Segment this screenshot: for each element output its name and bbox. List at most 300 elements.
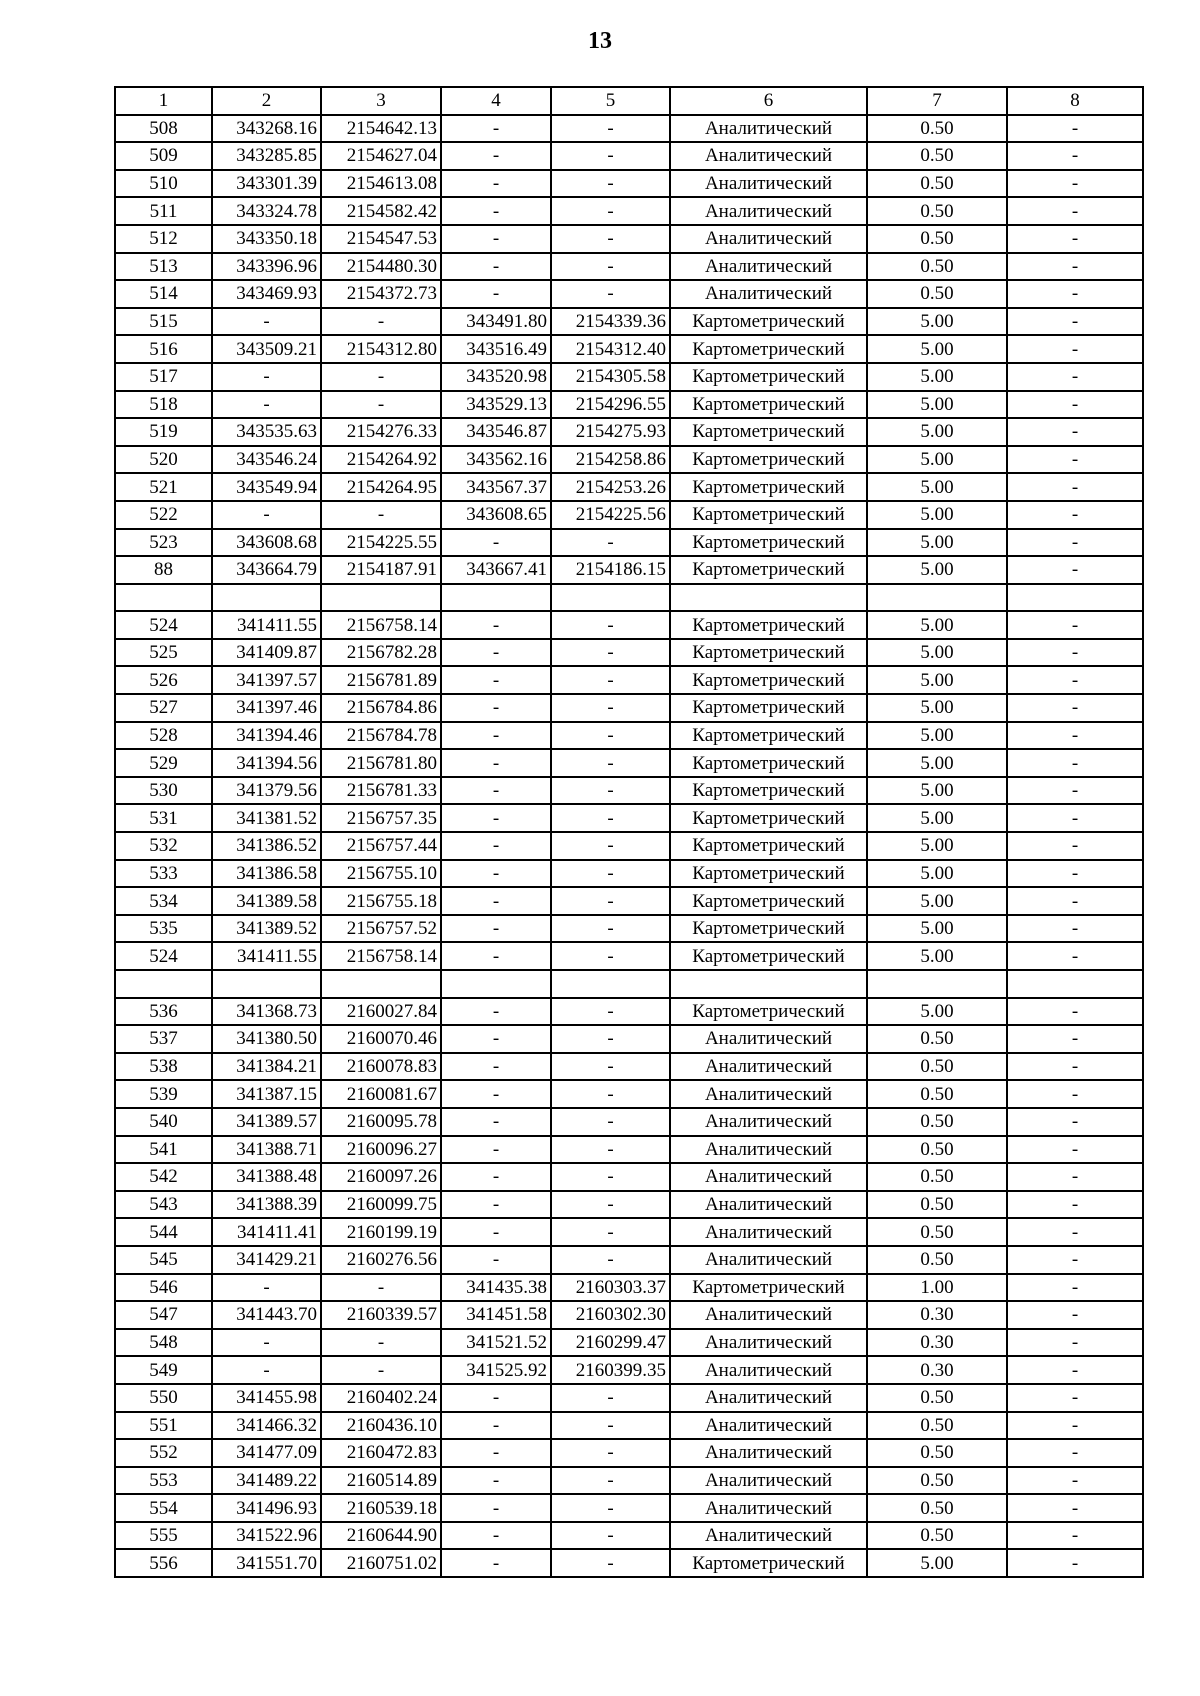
- table-cell-col2: 341429.21: [212, 1246, 321, 1274]
- table-cell-col6: Картометрический: [670, 915, 867, 943]
- table-cell-col8: -: [1007, 391, 1143, 419]
- table-cell-col6: Картометрический: [670, 1274, 867, 1302]
- table-cell-col5: -: [551, 1053, 670, 1081]
- table-row: [115, 197, 1143, 225]
- table-cell-col2: -: [212, 1274, 321, 1302]
- table-cell-col4: -: [441, 666, 551, 694]
- table-row: [115, 1494, 1143, 1522]
- table-cell-col4: -: [441, 804, 551, 832]
- table-cell-col1: 534: [115, 887, 212, 915]
- table-cell-col2: 341380.50: [212, 1025, 321, 1053]
- table-cell-col3: 2160027.84: [321, 998, 441, 1026]
- table-row: [115, 639, 1143, 667]
- table-cell-col2: 343549.94: [212, 473, 321, 501]
- table-cell-col8: -: [1007, 197, 1143, 225]
- table-row: [115, 556, 1143, 584]
- table-cell-col2: 341386.58: [212, 860, 321, 888]
- table-cell-col2: 343301.39: [212, 170, 321, 198]
- table-cell-col1: 513: [115, 253, 212, 281]
- table-cell-col4: 343546.87: [441, 418, 551, 446]
- table-cell-col8: -: [1007, 1494, 1143, 1522]
- table-cell-col4: 343529.13: [441, 391, 551, 419]
- table-row: [115, 1522, 1143, 1550]
- table-cell-col1: 518: [115, 391, 212, 419]
- table-cell-col5: 2160303.37: [551, 1274, 670, 1302]
- table-cell-col8: -: [1007, 1274, 1143, 1302]
- table-cell-col5: -: [551, 611, 670, 639]
- table-cell-col2: 341522.96: [212, 1522, 321, 1550]
- table-cell-col7: 5.00: [867, 639, 1007, 667]
- table-cell-col2: 341368.73: [212, 998, 321, 1026]
- table-cell-col2: [212, 970, 321, 998]
- column-header-5: 5: [551, 87, 670, 115]
- table-cell-col6: Картометрический: [670, 942, 867, 970]
- table-cell-col3: -: [321, 308, 441, 336]
- table-cell-col3: 2154276.33: [321, 418, 441, 446]
- table-cell-col4: -: [441, 694, 551, 722]
- table-cell-col1: 556: [115, 1549, 212, 1577]
- table-row: [115, 777, 1143, 805]
- table-cell-col5: -: [551, 1412, 670, 1440]
- table-cell-col4: -: [441, 1136, 551, 1164]
- table-cell-col8: -: [1007, 253, 1143, 281]
- table-cell-col8: -: [1007, 1080, 1143, 1108]
- table-cell-col7: 5.00: [867, 611, 1007, 639]
- table-cell-col6: Картометрический: [670, 611, 867, 639]
- table-cell-col2: 341477.09: [212, 1439, 321, 1467]
- table-cell-col2: 343285.85: [212, 142, 321, 170]
- table-cell-col7: 5.00: [867, 694, 1007, 722]
- table-cell-col1: 548: [115, 1329, 212, 1357]
- table-row: [115, 722, 1143, 750]
- table-cell-col6: Аналитический: [670, 1301, 867, 1329]
- table-row: [115, 749, 1143, 777]
- table-cell-col3: 2154547.53: [321, 225, 441, 253]
- table-body: [115, 115, 1143, 1577]
- table-cell-col3: -: [321, 363, 441, 391]
- table-cell-col8: -: [1007, 115, 1143, 143]
- table-cell-col6: Аналитический: [670, 1136, 867, 1164]
- table-cell-col8: -: [1007, 1412, 1143, 1440]
- table-cell-col8: -: [1007, 308, 1143, 336]
- table-cell-col7: 0.50: [867, 1522, 1007, 1550]
- table-row: [115, 115, 1143, 143]
- table-cell-col2: 343469.93: [212, 280, 321, 308]
- table-cell-col6: Аналитический: [670, 142, 867, 170]
- table-row: [115, 694, 1143, 722]
- table-cell-col5: 2154253.26: [551, 473, 670, 501]
- table-cell-col1: 555: [115, 1522, 212, 1550]
- table-cell-col2: 343535.63: [212, 418, 321, 446]
- table-row: [115, 391, 1143, 419]
- table-cell-col6: [670, 970, 867, 998]
- table-cell-col3: 2156755.10: [321, 860, 441, 888]
- table-cell-col4: -: [441, 832, 551, 860]
- table-cell-col7: 0.50: [867, 253, 1007, 281]
- table-cell-col3: 2156781.80: [321, 749, 441, 777]
- table-cell-col8: -: [1007, 1329, 1143, 1357]
- table-cell-col4: -: [441, 529, 551, 557]
- table-cell-col6: Картометрический: [670, 335, 867, 363]
- table-cell-col2: 343509.21: [212, 335, 321, 363]
- table-cell-col4: -: [441, 142, 551, 170]
- table-cell-col5: -: [551, 1439, 670, 1467]
- table-cell-col3: -: [321, 391, 441, 419]
- table-cell-col6: Картометрический: [670, 998, 867, 1026]
- table-cell-col5: 2154296.55: [551, 391, 670, 419]
- table-cell-col4: -: [441, 170, 551, 198]
- table-cell-col2: 341397.57: [212, 666, 321, 694]
- table-cell-col3: 2160199.19: [321, 1218, 441, 1246]
- table-cell-col3: 2160339.57: [321, 1301, 441, 1329]
- table-cell-col4: -: [441, 1218, 551, 1246]
- table-cell-col3: 2156757.44: [321, 832, 441, 860]
- table-cell-col3: 2156781.33: [321, 777, 441, 805]
- table-cell-col8: -: [1007, 777, 1143, 805]
- table-cell-col2: 343664.79: [212, 556, 321, 584]
- table-row: [115, 887, 1143, 915]
- table-cell-col5: -: [551, 777, 670, 805]
- table-cell-col4: -: [441, 611, 551, 639]
- table-cell-col1: 535: [115, 915, 212, 943]
- table-cell-col7: [867, 970, 1007, 998]
- table-cell-col5: 2160302.30: [551, 1301, 670, 1329]
- table-cell-col4: -: [441, 1108, 551, 1136]
- table-cell-col8: -: [1007, 722, 1143, 750]
- table-cell-col1: 522: [115, 501, 212, 529]
- table-cell-col6: Аналитический: [670, 1494, 867, 1522]
- table-cell-col1: 520: [115, 446, 212, 474]
- table-cell-col4: [441, 584, 551, 612]
- table-cell-col5: -: [551, 639, 670, 667]
- table-cell-col7: 0.30: [867, 1329, 1007, 1357]
- table-cell-col6: Картометрический: [670, 804, 867, 832]
- table-cell-col7: 5.00: [867, 363, 1007, 391]
- table-cell-col1: 521: [115, 473, 212, 501]
- table-cell-col8: -: [1007, 1522, 1143, 1550]
- table-cell-col8: -: [1007, 1108, 1143, 1136]
- table-cell-col5: [551, 970, 670, 998]
- table-cell-col4: -: [441, 998, 551, 1026]
- table-cell-col3: 2160081.67: [321, 1080, 441, 1108]
- table-cell-col7: 0.50: [867, 197, 1007, 225]
- table-cell-col1: [115, 970, 212, 998]
- table-cell-col1: 524: [115, 942, 212, 970]
- table-row: [115, 970, 1143, 998]
- table-cell-col1: 552: [115, 1439, 212, 1467]
- table-cell-col7: 5.00: [867, 308, 1007, 336]
- table-row: [115, 804, 1143, 832]
- table-cell-col6: Аналитический: [670, 253, 867, 281]
- table-cell-col6: Картометрический: [670, 860, 867, 888]
- table-cell-col5: -: [551, 1136, 670, 1164]
- table-cell-col2: 343608.68: [212, 529, 321, 557]
- column-header-1: 1: [115, 87, 212, 115]
- table-cell-col3: 2160099.75: [321, 1191, 441, 1219]
- table-cell-col5: -: [551, 804, 670, 832]
- table-cell-col7: 0.50: [867, 1025, 1007, 1053]
- table-cell-col5: -: [551, 253, 670, 281]
- table-cell-col7: 0.30: [867, 1356, 1007, 1384]
- table-cell-col6: Аналитический: [670, 1356, 867, 1384]
- table-cell-col4: -: [441, 1549, 551, 1577]
- table-cell-col4: 341521.52: [441, 1329, 551, 1357]
- table-cell-col7: 0.30: [867, 1301, 1007, 1329]
- table-cell-col2: 343324.78: [212, 197, 321, 225]
- table-cell-col4: 343667.41: [441, 556, 551, 584]
- table-cell-col8: -: [1007, 170, 1143, 198]
- table-cell-col7: 0.50: [867, 170, 1007, 198]
- table-cell-col1: 546: [115, 1274, 212, 1302]
- table-cell-col6: Картометрический: [670, 887, 867, 915]
- table-cell-col6: Аналитический: [670, 1384, 867, 1412]
- table-row: [115, 611, 1143, 639]
- table-cell-col5: -: [551, 1467, 670, 1495]
- table-row: [115, 1191, 1143, 1219]
- table-cell-col7: 1.00: [867, 1274, 1007, 1302]
- table-cell-col2: 341388.39: [212, 1191, 321, 1219]
- table-cell-col4: 341451.58: [441, 1301, 551, 1329]
- table-cell-col4: -: [441, 197, 551, 225]
- table-cell-col4: -: [441, 915, 551, 943]
- table-cell-col7: 0.50: [867, 1467, 1007, 1495]
- table-cell-col1: 547: [115, 1301, 212, 1329]
- table-cell-col1: 553: [115, 1467, 212, 1495]
- table-cell-col1: 510: [115, 170, 212, 198]
- table-cell-col4: -: [441, 115, 551, 143]
- table-cell-col7: 0.50: [867, 1080, 1007, 1108]
- table-cell-col8: -: [1007, 694, 1143, 722]
- table-cell-col5: 2154225.56: [551, 501, 670, 529]
- table-cell-col5: 2154339.36: [551, 308, 670, 336]
- table-cell-col3: 2160078.83: [321, 1053, 441, 1081]
- table-cell-col5: -: [551, 529, 670, 557]
- table-cell-col1: 539: [115, 1080, 212, 1108]
- table-cell-col6: Картометрический: [670, 363, 867, 391]
- table-cell-col4: -: [441, 1439, 551, 1467]
- table-cell-col8: -: [1007, 1384, 1143, 1412]
- table-cell-col6: Картометрический: [670, 666, 867, 694]
- table-cell-col1: 532: [115, 832, 212, 860]
- table-cell-col7: 5.00: [867, 1549, 1007, 1577]
- table-cell-col5: 2154312.40: [551, 335, 670, 363]
- table-cell-col7: 0.50: [867, 1191, 1007, 1219]
- table-cell-col1: 514: [115, 280, 212, 308]
- table-row: [115, 1163, 1143, 1191]
- table-row: [115, 915, 1143, 943]
- table-cell-col6: Аналитический: [670, 1163, 867, 1191]
- table-cell-col8: -: [1007, 1439, 1143, 1467]
- table-row: [115, 1053, 1143, 1081]
- table-cell-col6: Картометрический: [670, 722, 867, 750]
- table-cell-col8: [1007, 970, 1143, 998]
- table-cell-col2: 341411.55: [212, 942, 321, 970]
- table-cell-col4: 343567.37: [441, 473, 551, 501]
- table-cell-col2: 341394.56: [212, 749, 321, 777]
- table-cell-col3: 2156784.86: [321, 694, 441, 722]
- table-cell-col3: 2156758.14: [321, 942, 441, 970]
- table-cell-col8: -: [1007, 1163, 1143, 1191]
- table-cell-col3: 2156784.78: [321, 722, 441, 750]
- table-cell-col5: -: [551, 280, 670, 308]
- table-cell-col1: 544: [115, 1218, 212, 1246]
- table-cell-col7: 0.50: [867, 1108, 1007, 1136]
- table-cell-col6: Аналитический: [670, 1246, 867, 1274]
- header-row: [115, 87, 1143, 115]
- table-row: [115, 335, 1143, 363]
- column-header-6: 6: [670, 87, 867, 115]
- table-cell-col2: 341384.21: [212, 1053, 321, 1081]
- table-row: [115, 1218, 1143, 1246]
- table-cell-col2: 341455.98: [212, 1384, 321, 1412]
- table-cell-col7: 5.00: [867, 722, 1007, 750]
- table-cell-col6: Картометрический: [670, 639, 867, 667]
- table-cell-col8: -: [1007, 501, 1143, 529]
- table-cell-col2: 341551.70: [212, 1549, 321, 1577]
- table-cell-col1: 509: [115, 142, 212, 170]
- table-cell-col3: 2156755.18: [321, 887, 441, 915]
- table-row: [115, 253, 1143, 281]
- table-cell-col5: -: [551, 915, 670, 943]
- table-cell-col1: 517: [115, 363, 212, 391]
- table-cell-col2: 341466.32: [212, 1412, 321, 1440]
- table-cell-col5: -: [551, 832, 670, 860]
- table-row: [115, 1356, 1143, 1384]
- table-cell-col1: 541: [115, 1136, 212, 1164]
- table-cell-col4: 341525.92: [441, 1356, 551, 1384]
- table-cell-col5: -: [551, 142, 670, 170]
- table-cell-col6: Картометрический: [670, 749, 867, 777]
- table-cell-col6: Аналитический: [670, 1080, 867, 1108]
- table-cell-col1: 508: [115, 115, 212, 143]
- table-cell-col5: 2154258.86: [551, 446, 670, 474]
- table-cell-col7: 5.00: [867, 804, 1007, 832]
- table-cell-col4: -: [441, 1384, 551, 1412]
- table-cell-col7: 0.50: [867, 1384, 1007, 1412]
- table-cell-col5: 2154305.58: [551, 363, 670, 391]
- table-cell-col1: 536: [115, 998, 212, 1026]
- table-cell-col6: Аналитический: [670, 1522, 867, 1550]
- table-cell-col4: 343608.65: [441, 501, 551, 529]
- table-cell-col7: 5.00: [867, 418, 1007, 446]
- table-cell-col3: 2154372.73: [321, 280, 441, 308]
- table-cell-col2: 341397.46: [212, 694, 321, 722]
- table-cell-col7: 5.00: [867, 529, 1007, 557]
- table-cell-col5: 2154186.15: [551, 556, 670, 584]
- table-cell-col1: 537: [115, 1025, 212, 1053]
- table-cell-col8: -: [1007, 1218, 1143, 1246]
- table-cell-col7: 5.00: [867, 887, 1007, 915]
- table-cell-col8: -: [1007, 1301, 1143, 1329]
- table-cell-col8: -: [1007, 611, 1143, 639]
- table-cell-col2: 341489.22: [212, 1467, 321, 1495]
- table-cell-col6: Аналитический: [670, 280, 867, 308]
- table-cell-col5: -: [551, 1384, 670, 1412]
- table-cell-col3: [321, 584, 441, 612]
- table-cell-col2: -: [212, 363, 321, 391]
- table-cell-col8: -: [1007, 1246, 1143, 1274]
- table-cell-col7: 0.50: [867, 280, 1007, 308]
- table-cell-col4: 343491.80: [441, 308, 551, 336]
- table-cell-col3: 2154613.08: [321, 170, 441, 198]
- table-cell-col6: Картометрический: [670, 308, 867, 336]
- table-cell-col2: -: [212, 391, 321, 419]
- table-cell-col1: 549: [115, 1356, 212, 1384]
- table-cell-col6: Картометрический: [670, 832, 867, 860]
- table-cell-col4: -: [441, 1467, 551, 1495]
- table-cell-col8: -: [1007, 335, 1143, 363]
- table-cell-col1: 512: [115, 225, 212, 253]
- table-cell-col1: 527: [115, 694, 212, 722]
- table-cell-col4: 343520.98: [441, 363, 551, 391]
- table-cell-col3: 2160539.18: [321, 1494, 441, 1522]
- table-cell-col6: Картометрический: [670, 501, 867, 529]
- table-cell-col3: 2160514.89: [321, 1467, 441, 1495]
- table-row: [115, 832, 1143, 860]
- table-cell-col7: 0.50: [867, 1163, 1007, 1191]
- table-cell-col6: Аналитический: [670, 1025, 867, 1053]
- table-cell-col2: 343546.24: [212, 446, 321, 474]
- table-cell-col7: 5.00: [867, 777, 1007, 805]
- table-cell-col5: -: [551, 666, 670, 694]
- table-cell-col7: 5.00: [867, 446, 1007, 474]
- table-cell-col2: [212, 584, 321, 612]
- table-row: [115, 942, 1143, 970]
- table-cell-col3: 2154582.42: [321, 197, 441, 225]
- table-row: [115, 1080, 1143, 1108]
- table-cell-col3: 2156757.35: [321, 804, 441, 832]
- table-cell-col1: 529: [115, 749, 212, 777]
- table-cell-col3: 2160096.27: [321, 1136, 441, 1164]
- table-row: [115, 529, 1143, 557]
- table-cell-col5: 2160299.47: [551, 1329, 670, 1357]
- table-cell-col1: 526: [115, 666, 212, 694]
- table-cell-col3: 2160095.78: [321, 1108, 441, 1136]
- table-cell-col6: Аналитический: [670, 1218, 867, 1246]
- table-cell-col1: 525: [115, 639, 212, 667]
- table-cell-col4: -: [441, 1494, 551, 1522]
- table-cell-col2: 341379.56: [212, 777, 321, 805]
- table-cell-col8: -: [1007, 1356, 1143, 1384]
- table-cell-col7: 5.00: [867, 942, 1007, 970]
- table-cell-col3: 2160402.24: [321, 1384, 441, 1412]
- table-cell-col4: -: [441, 777, 551, 805]
- table-cell-col1: 550: [115, 1384, 212, 1412]
- table-cell-col1: 523: [115, 529, 212, 557]
- table-cell-col2: 341389.57: [212, 1108, 321, 1136]
- table-row: [115, 1025, 1143, 1053]
- table-cell-col4: -: [441, 942, 551, 970]
- table-row: [115, 998, 1143, 1026]
- table-cell-col2: 343350.18: [212, 225, 321, 253]
- table-cell-col3: 2156782.28: [321, 639, 441, 667]
- table-row: [115, 363, 1143, 391]
- table-row: [115, 860, 1143, 888]
- table-cell-col2: 341389.52: [212, 915, 321, 943]
- table-cell-col6: Аналитический: [670, 1329, 867, 1357]
- table-cell-col7: 5.00: [867, 915, 1007, 943]
- table-row: [115, 666, 1143, 694]
- table-cell-col8: -: [1007, 666, 1143, 694]
- table-cell-col8: -: [1007, 1053, 1143, 1081]
- table-cell-col4: -: [441, 1163, 551, 1191]
- table-row: [115, 1384, 1143, 1412]
- table-cell-col3: 2160644.90: [321, 1522, 441, 1550]
- table-cell-col2: 341496.93: [212, 1494, 321, 1522]
- table-cell-col2: 341409.87: [212, 639, 321, 667]
- table-cell-col1: 516: [115, 335, 212, 363]
- table-cell-col1: 551: [115, 1412, 212, 1440]
